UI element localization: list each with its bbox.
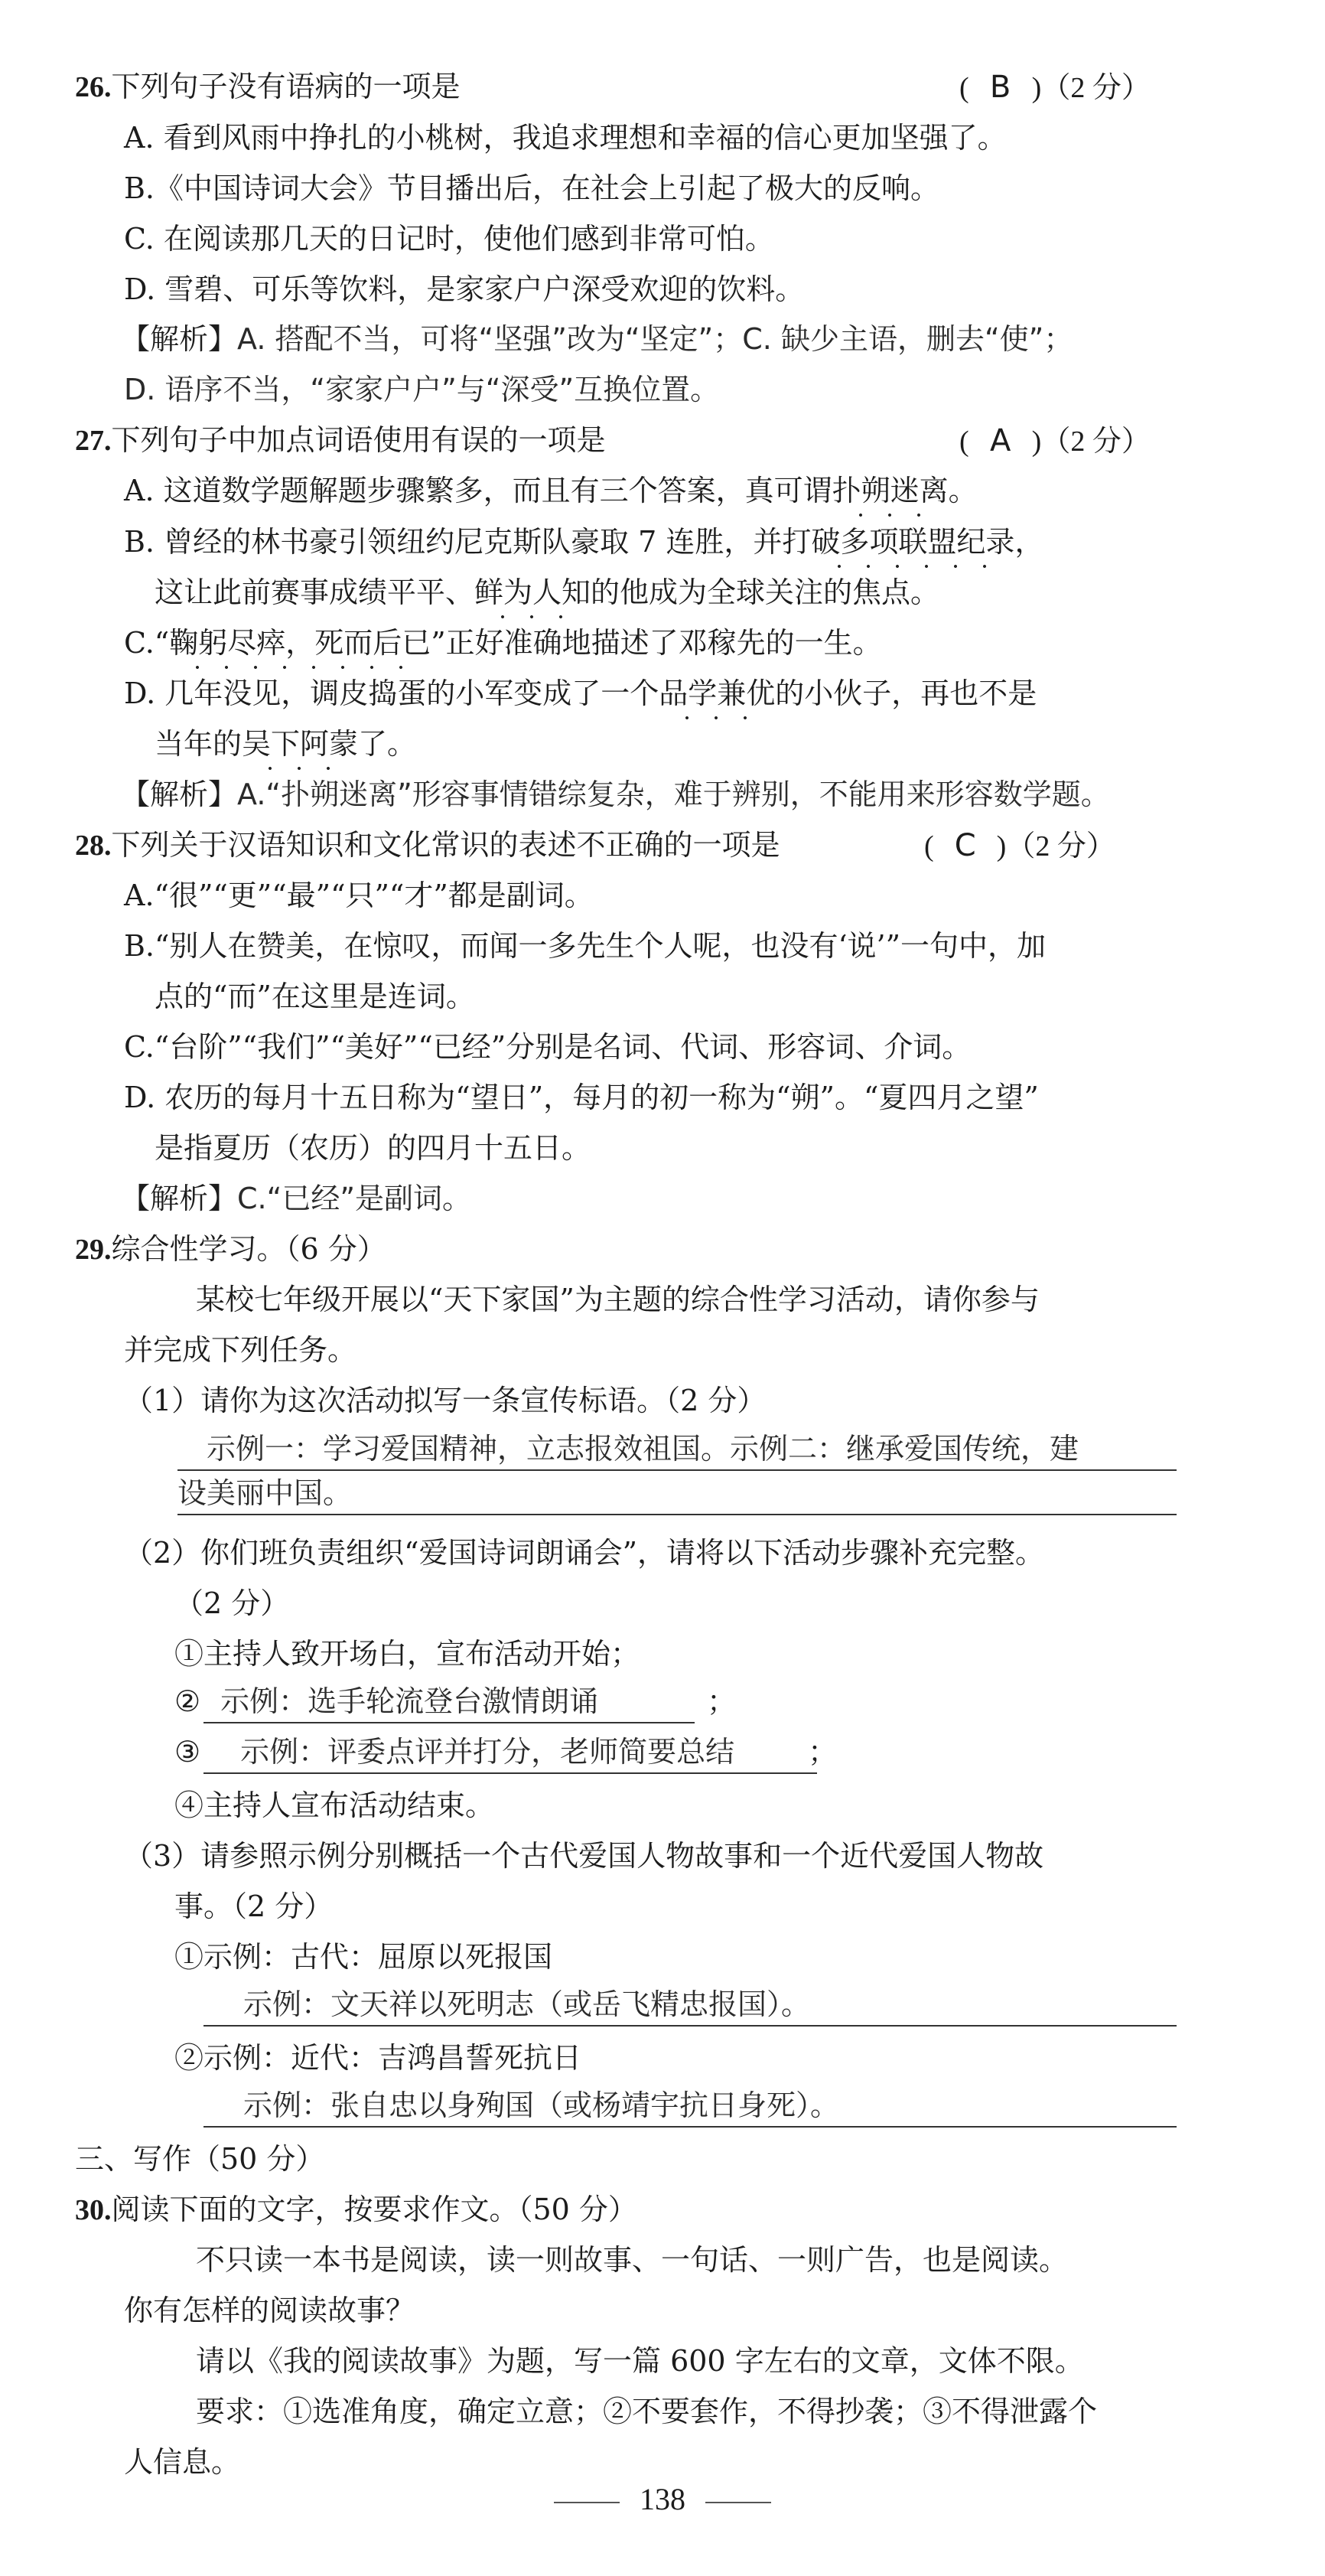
q28-option-b-text1: B.“别人在赞美，在惊叹， [124,929,461,963]
q29-step3-underline [203,1772,817,1774]
q26-stem: 下列句子没有语病的一项是 [111,70,461,103]
q29-step2-answer: 示例：选手轮流登台激情朗诵 [220,1684,599,1718]
q27-option-b-text1: B. 曾经的林书豪引领纽约尼克斯队豪取 7 连胜，并打 [124,525,812,559]
q27-option-c-dotted-word: 鞠躬尽瘁，死而后已 [169,626,431,660]
q29-part3-prompt-line2: 事。（2 分） [174,1890,334,1923]
page-number-right-dash [705,2502,771,2503]
q29-part3-underline2 [203,2126,1177,2128]
q28-analysis-text1: C.“已经”是副词。 [237,1182,472,1215]
q29-step3-line [174,1735,838,1769]
q26-score: （2 分） [1041,72,1151,104]
q27-option-b-line1 [124,525,1044,559]
q29-stem: 综合性学习。（6 分） [111,1232,386,1266]
q26-option-c: C. 在阅读那几天的日记时，使他们感到非常可怕。 [124,222,774,256]
q29-part3-example2-label: ②示例：近代：吉鸿昌誓死抗日 [174,2041,582,2075]
q28-option-b-line2: 点的“而”在这里是连词。 [155,980,475,1013]
page-number-footer [0,2484,1325,2515]
q28-option-b-dotted-word: 而 [460,929,490,963]
q27-analysis-line1 [121,780,1110,809]
q29-part1-underline2 [177,1514,1177,1515]
q28-option-c: C.“台阶”“我们”“美好”“已经”分别是名词、代词、形容词、介词。 [124,1030,972,1064]
q29-part3-example1-answer: 示例：文天祥以死明志（或岳飞精忠报国）。 [243,1987,811,2021]
q27-option-b-mid: ， [1014,525,1044,559]
q29-step2-end: ； [707,1684,737,1718]
q29-part3-prompt-line1: （3）请参照示例分别概括一个古代爱国人物故事和一个近代爱国人物故 [124,1839,1044,1873]
q30-number: 30. [75,2194,112,2226]
q27-option-b-dotted-word2: 鲜为人知 [474,576,591,609]
q27-option-b-dotted-word1: 破多项联盟纪录 [811,525,1015,559]
q27-option-d-mid: 的小伙子，再也不是 [775,677,1037,710]
q29-intro-line2: 并完成下列任务。 [124,1333,357,1367]
q27-answer-box: ( A )（2 分） [959,423,1151,458]
q29-step2-underline [203,1722,695,1723]
q27-option-d-line1 [124,679,1037,708]
q27-option-a-text: A. 这道数学题解题步骤繁多，而且有三个答案，真可谓 [124,474,832,507]
q28-score: （2 分） [1006,830,1115,862]
q28-analysis-line1 [121,1184,471,1213]
page-number: 138 [640,2482,685,2516]
q28-stem: 下列关于汉语知识和文化常识的表述不正确的一项是 [111,828,780,862]
q29-step3-end: ； [808,1735,838,1769]
q28-analysis-tag: 【解析】 [121,1182,238,1215]
q27-option-a-end: 。 [948,474,978,507]
q28-answer: C [954,828,976,863]
q28-number: 28. [75,830,112,862]
q30-stem-line [75,2195,637,2225]
q26-option-d: D. 雪碧、可乐等饮料，是家家户户深受欢迎的饮料。 [124,272,805,306]
q27-option-a-dotted-word: 扑朔迷离 [832,474,949,507]
q30-text-line1: 不只读一本书是阅读，读一则故事、一句话、一则广告，也是阅读。 [196,2243,1069,2277]
q27-option-c-text: ”正好准确地描述了邓稼先的一生。 [431,626,882,660]
q29-step4: ④主持人宣布活动结束。 [174,1789,495,1822]
q29-part1-answer-line2: 设美丽中国。 [177,1476,353,1510]
q29-number: 29. [75,1234,112,1266]
q30-requirements-line1: 要求：①选准角度，确定立意；②不要套作，不得抄袭；③不得泄露个 [196,2395,1098,2428]
q30-text-line3: 请以《我的阅读故事》为题，写一篇 600 字左右的文章，文体不限。 [196,2344,1084,2378]
q29-part1-answer-line1: 示例一：学习爱国精神，立志报效祖国。示例二：继承爱国传统，建 [207,1432,1079,1466]
q29-step2-number: ② [174,1684,201,1718]
q29-part3-underline1 [203,2025,1177,2027]
q28-stem-line [75,830,780,860]
q27-stem-line [75,423,606,457]
q26-analysis-tag: 【解析】 [121,322,238,356]
q27-option-c [124,626,882,660]
q30-requirements-line2: 人信息。 [124,2445,241,2479]
q29-step3-answer: 示例：评委点评并打分，老师简要总结 [240,1735,735,1769]
q29-step3-number: ③ [174,1735,201,1769]
q28-option-b-text2: 闻一多先生个人呢，也没有‘说’”一句中，加 [489,929,1047,963]
q27-option-b-end: 的他成为全球关注的焦点。 [591,576,940,609]
q26-answer-box: ( B )（2 分） [959,70,1151,105]
q29-part2-prompt: （2）你们班负责组织“爱国诗词朗诵会”，请将以下活动步骤补充完整。 [124,1536,1045,1570]
q27-score: （2 分） [1041,426,1151,458]
q26-option-b: B.《中国诗词大会》节目播出后，在社会上引起了极大的反响。 [124,171,940,205]
q28-answer-box: ( C )（2 分） [924,828,1115,863]
q27-option-d-text2: 当年的 [155,727,243,761]
q28-option-d-line1: D. 农历的每月十五日称为“望日”，每月的初一称为“朔”。“夏四月之望” [124,1081,1039,1114]
q28-option-a: A.“很”“更”“最”“只”“才”都是副词。 [124,879,594,912]
q27-analysis-text1: A.“扑朔迷离”形容事情错综复杂，难于辨别，不能用来形容数学题。 [237,778,1110,811]
q27-option-b-line2 [155,578,939,607]
q27-option-d-end: 了。 [358,727,417,761]
q29-part3-example2-answer: 示例：张自忠以身殉国（或杨靖宇抗日身死）。 [243,2089,840,2122]
q30-stem: 阅读下面的文字，按要求作文。（50 分） [111,2193,637,2226]
section-writing-heading: 三、写作（50 分） [75,2142,325,2176]
q28-option-b-line1 [124,929,1047,963]
q29-step2-line [174,1684,737,1718]
q27-answer: A [989,423,1011,458]
q27-option-d-dotted-word1: 品学兼优 [659,677,776,710]
q26-answer: B [989,70,1011,105]
q26-option-a: A. 看到风雨中挣扎的小桃树，我追求理想和幸福的信心更加坚强了。 [124,121,1007,155]
q27-analysis-tag: 【解析】 [121,778,238,811]
q28-option-d-line2: 是指夏历（农历）的四月十五日。 [155,1131,591,1165]
q26-analysis-line1 [121,324,1073,354]
q26-analysis-text1: A. 搭配不当，可将“坚强”改为“坚定”；C. 缺少主语，删去“使”； [237,322,1073,356]
q27-option-d-text1: D. 几年没见，调皮捣蛋的小军变成了一个 [124,677,659,710]
q26-number: 26. [75,71,112,103]
q27-option-d-dotted-word2: 吴下阿蒙 [242,727,359,761]
q27-option-b-text2: 这让此前赛事成绩平平、 [155,576,475,609]
q29-step1: ①主持人致开场白，宣布活动开始； [174,1637,640,1671]
q29-part3-example1-label: ①示例：古代：屈原以死报国 [174,1940,553,1974]
q26-analysis-text2: D. 语序不当，“家家户户”与“深受”互换位置。 [124,373,720,406]
q26-stem-line [75,72,461,102]
q27-option-c-open: C.“ [124,626,170,660]
q27-option-d-line2 [155,727,417,761]
q29-part2-score: （2 分） [174,1586,290,1620]
q29-stem-line [75,1234,386,1264]
q27-stem: 下列句子中加点词语使用有误的一项是 [111,423,606,457]
q30-text-line2: 你有怎样的阅读故事？ [124,2294,415,2327]
q29-part1-underline1 [177,1469,1177,1471]
q29-intro-line1: 某校七年级开展以“天下家国”为主题的综合性学习活动，请你参与 [196,1283,1040,1316]
page-number-left-dash [554,2502,620,2503]
q27-number: 27. [75,425,112,457]
q29-part1-prompt: （1）请你为这次活动拟写一条宣传标语。（2 分） [124,1384,767,1417]
q27-option-a [124,476,978,505]
